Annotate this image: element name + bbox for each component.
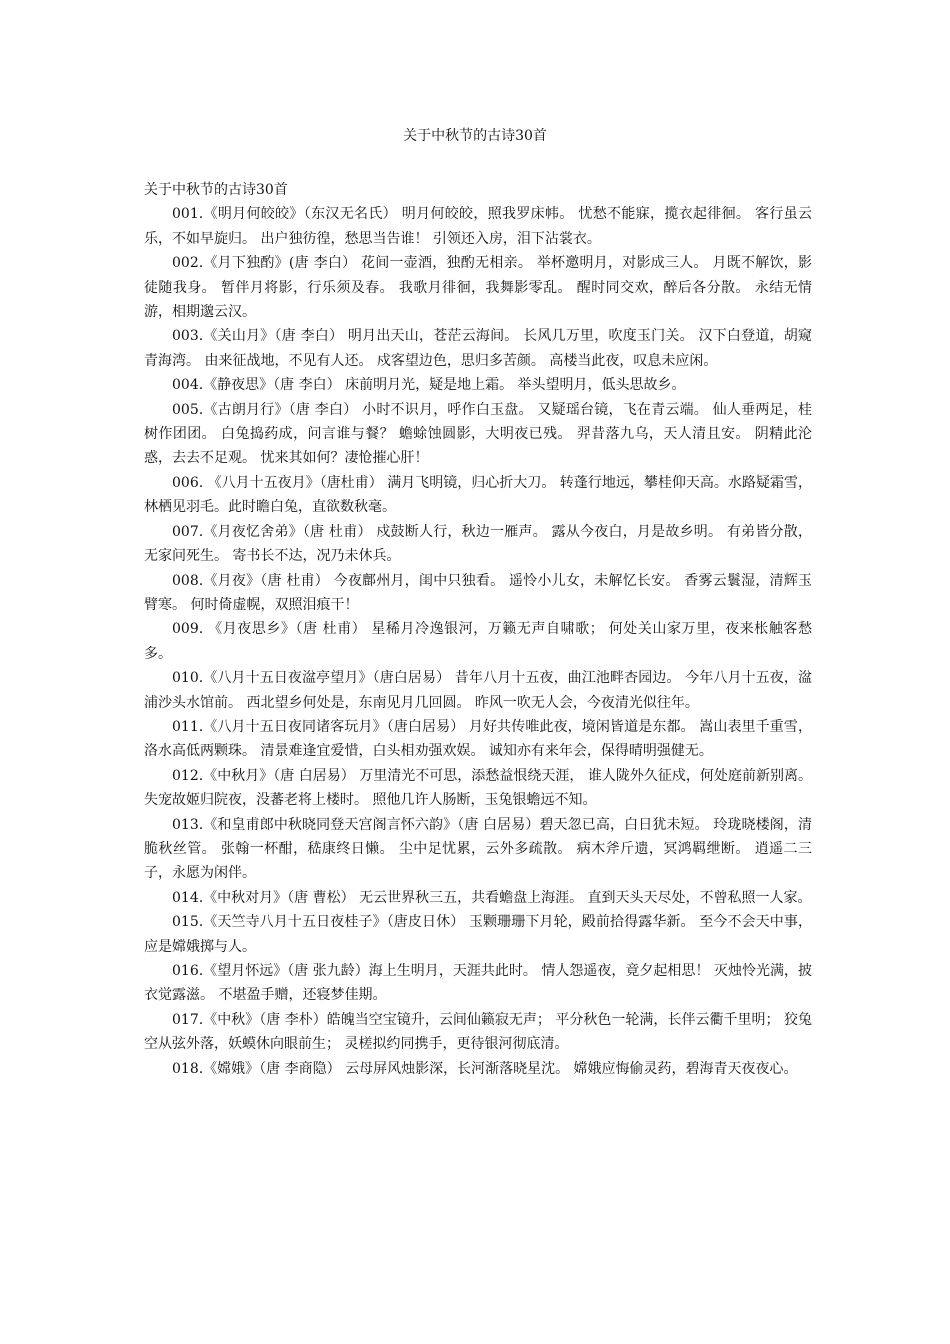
poem-paragraph: 006. 《八月十五夜月》（唐杜甫） 满月飞明镜，归心折大刀。 转蓬行地远，攀桂仰天高。水路疑霜雪，林栖见羽毛。此时瞻白兔，直欲数秋毫。 [144, 474, 812, 516]
poem-paragraph: 014.《中秋对月》（唐 曹松） 无云世界秋三五，共看蟾盘上海涯。 直到天头天尽处，不曾私照一人家。 [172, 889, 812, 906]
poem-paragraph: 016.《望月怀远》（唐 张九龄）海上生明月，天涯共此时。 情人怨遥夜，竟夕起相思！ 灭烛怜光满，披衣觉露滋。 不堪盈手赠，还寝梦佳期。 [144, 963, 812, 1004]
document-body [144, 178, 812, 1081]
poem-paragraph: 010.《八月十五日夜湓亭望月》（唐白居易） 昔年八月十五夜，曲江池畔杏园边。 今年八月十五夜，湓浦沙头水馆前。 西北望乡何处是，东南见月几回圆。 昨风一吹无人会，今夜清光似往年。 [144, 670, 812, 711]
poem-paragraph: 002.《月下独酌》(唐 李白） 花间一壶酒，独酌无相亲。 举杯邀明月，对影成三人。 月既不解饮，影徒随我身。 暂伴月将影，行乐须及春。 我歌月徘徊，我舞影零乱。 醒时同交欢，醉后各分散。 永结无情游，相期邈云汉。 [144, 255, 812, 321]
poem-paragraph: 012.《中秋月》（唐 白居易） 万里清光不可思，添愁益恨绕天涯， 谁人陇外久征戍，何处庭前新别离。 失宠故姬归院夜，没蕃老将上楼时。 照他几许人肠断，玉兔银蟾远不知。 [144, 767, 812, 809]
poem-paragraph: 009. 《月夜思乡》（唐 杜甫） 星稀月冷逸银河，万籁无声自啸歌； 何处关山家万里，夜来枨触客愁多。 [144, 621, 812, 662]
poem-paragraph: 005.《古朗月行》（唐 李白） 小时不识月，呼作白玉盘。 又疑瑶台镜，飞在青云端。 仙人垂两足，桂树作团团。 白兔捣药成，问言谁与餐？ 蟾蜍蚀圆影，大明夜已残。 羿昔落九乌，天人清且安。 阴精此沦惑，去去不足观。 忧来其如何？凄怆摧心肝！ [144, 401, 812, 467]
poem-paragraph: 011.《八月十五日夜同诸客玩月》（唐白居易） 月好共传唯此夜，境闲皆道是东都。 嵩山表里千重雪，洛水高低两颗珠。 清景难逢宜爱惜，白头相劝强欢娱。 诚知亦有来年会，保得晴明强健无。 [144, 718, 812, 760]
poem-paragraph: 001.《明月何皎皎》（东汉无名氏） 明月何皎皎，照我罗床帏。 忧愁不能寐，揽衣起徘徊。 客行虽云乐，不如早旋归。 出户独彷徨，愁思当告谁！ 引领还入房，泪下沾裳衣。 [144, 206, 812, 247]
poem-paragraph: 004.《静夜思》（唐 李白） 床前明月光，疑是地上霜。 举头望明月，低头思故乡。 [172, 377, 686, 394]
poem-paragraph: 017.《中秋》（唐 李朴）皓魄当空宝镜升，云间仙籁寂无声； 平分秋色一轮满，长伴云衢千里明； 狡兔空从弦外落，妖蟆休向眼前生； 灵槎拟约同携手，更待银河彻底清。 [144, 1011, 812, 1053]
poem-paragraph: 003.《关山月》（唐 李白） 明月出天山，苍茫云海间。 长风几万里，吹度玉门关。 汉下白登道，胡窥青海湾。 由来征战地，不见有人还。 戍客望边色，思归多苦颜。 高楼当此夜，叹息未应闲。 [144, 328, 812, 369]
poem-paragraph: 013.《和皇甫郎中秋晓同登天宫阁言怀六韵》（唐 白居易）碧天忽已高，白日犹未短。 玲珑晓楼阁，清脆秋丝管。 张翰一杯酣，嵇康终日懒。 尘中足忧累，云外多疏散。 病木斧斤遗，冥鸿羁绁断。 逍遥二三子，永愿为闲伴。 [144, 816, 812, 882]
poem-paragraph: 018.《嫦娥》（唐 李商隐） 云母屏风烛影深，长河渐落晓星沈。 嫦娥应悔偷灵药，碧海青天夜夜心。 [172, 1060, 798, 1077]
poem-paragraph: 008.《月夜》（唐 杜甫） 今夜鄜州月，闺中只独看。 遥怜小儿女，未解忆长安。 香雾云鬟湿，清辉玉臂寒。 何时倚虚幌，双照泪痕干！ [144, 572, 812, 613]
document-subtitle: 关于中秋节的古诗30首 [144, 182, 288, 198]
document-title: 关于中秋节的古诗30首 [403, 128, 547, 144]
poem-paragraph: 007.《月夜忆舍弟》（唐 杜甫） 戍鼓断人行，秋边一雁声。 露从今夜白，月是故乡明。 有弟皆分散，无家问死生。 寄书长不达，况乃未休兵。 [144, 523, 812, 565]
poem-paragraph: 015.《天竺寺八月十五日夜桂子》（唐皮日休） 玉颗珊珊下月轮，殿前拾得露华新。 至今不会天中事，应是嫦娥掷与人。 [144, 914, 812, 955]
